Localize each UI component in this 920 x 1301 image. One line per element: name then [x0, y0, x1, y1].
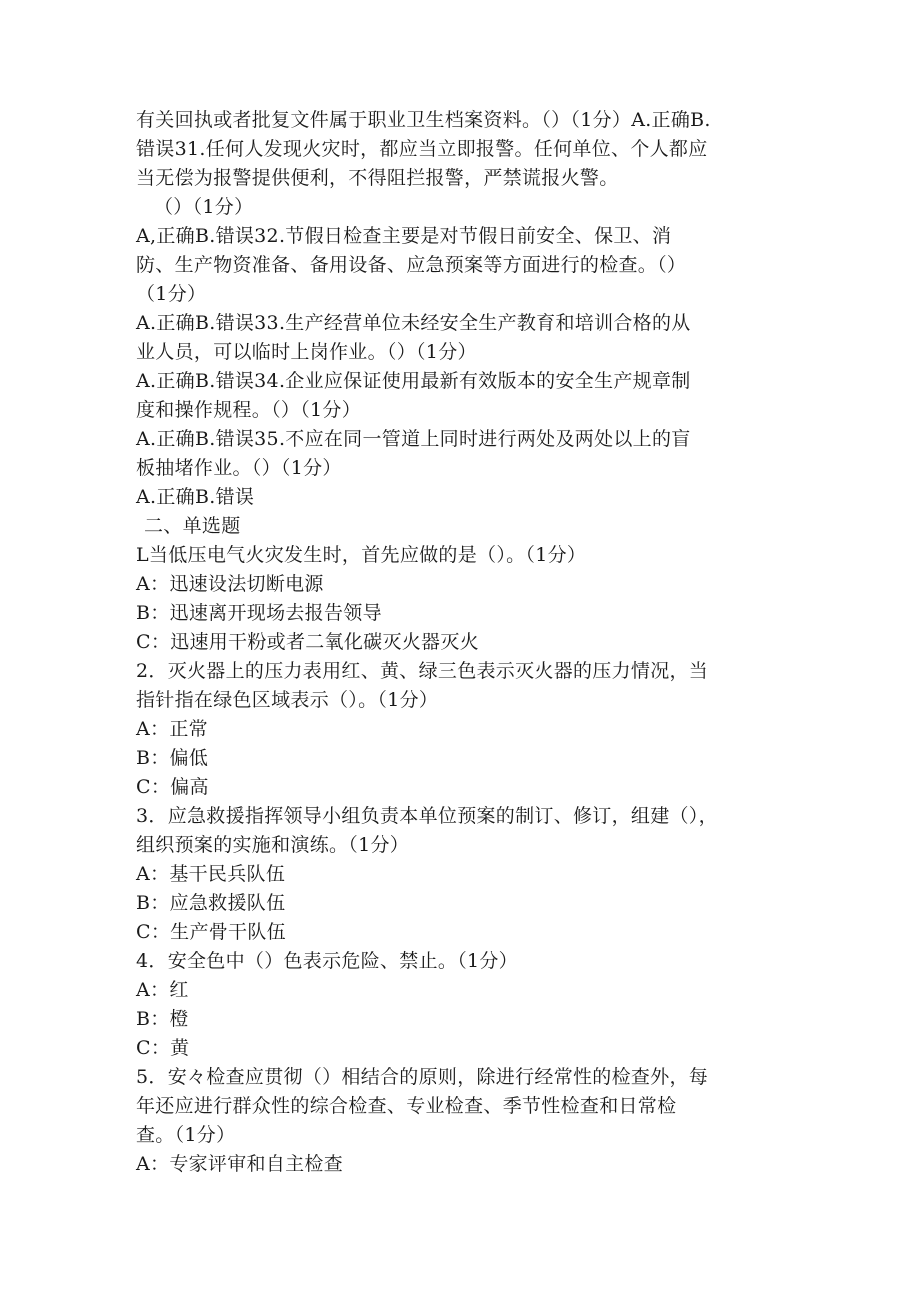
text-line: 防、生产物资准备、备用设备、应急预案等方面进行的检查。（）	[136, 254, 687, 276]
question-line: 4．安全色中（）色表示危险、禁止。（1分）	[136, 950, 518, 972]
question-line: 5．安々检查应贯彻（）相结合的原则，除进行经常性的检查外，每	[136, 1066, 709, 1088]
option-line: A：专家评审和自主检查	[136, 1153, 344, 1175]
option-line: B：迅速离开现场去报告领导	[136, 602, 382, 624]
text-line: 度和操作规程。（）（1分）	[136, 399, 361, 421]
option-line: B：应急救援队伍	[136, 892, 286, 914]
option-line: A：红	[136, 979, 189, 1001]
question-line: 2．灭火器上的压力表用红、黄、绿三色表示灭火器的压力情况，当	[136, 660, 709, 682]
text-line: 错误31.任何人发现火灾时，都应当立即报警。任何单位、个人都应	[136, 138, 708, 160]
section-heading: 二、单选题	[144, 515, 241, 537]
text-line: A.正确B.错误	[136, 486, 255, 508]
text-line: （）（1分）	[154, 196, 254, 218]
question-line: 3．应急救援指挥领导小组负责本单位预案的制订、修订，组建（），	[136, 805, 718, 827]
option-line: A：基干民兵队伍	[136, 863, 286, 885]
question-line: 年还应进行群众性的综合检查、专业检查、季节性检查和日常检	[136, 1095, 677, 1117]
option-line: C：迅速用干粉或者二氧化碳灭火器灭火	[136, 631, 479, 653]
text-line: （1分）	[136, 283, 207, 305]
option-line: B：橙	[136, 1008, 189, 1030]
text-line: A.正确B.错误35.不应在同一管道上同时进行两处及两处以上的盲	[136, 428, 691, 450]
question-line: 组织预案的实施和演练。（1分）	[136, 834, 410, 856]
option-line: C：偏高	[136, 776, 209, 798]
question-line: 指针指在绿色区域表示（）。（1分）	[136, 689, 439, 711]
text-line: A.正确B.错误33.生产经营单位未经安全生产教育和培训合格的从	[136, 312, 691, 334]
document-body	[136, 106, 796, 1179]
option-line: C：黄	[136, 1037, 190, 1059]
option-line: A：迅速设法切断电源	[136, 573, 324, 595]
text-line: 当无偿为报警提供便利，不得阻拦报警，严禁谎报火警。	[136, 167, 619, 189]
text-line: A.正确B.错误34.企业应保证使用最新有效版本的安全生产规章制	[136, 370, 691, 392]
question-line: L当低压电气火灾发生时，首先应做的是（）。（1分）	[136, 544, 587, 566]
text-line: 业人员，可以临时上岗作业。（）（1分）	[136, 341, 477, 363]
option-line: A：正常	[136, 718, 208, 740]
question-line: 查。（1分）	[136, 1124, 236, 1146]
text-line: 板抽堵作业。（）（1分）	[136, 457, 342, 479]
text-line: 有关回执或者批复文件属于职业卫生档案资料。（）（1分）A.正确B.	[136, 109, 711, 131]
option-line: B：偏低	[136, 747, 209, 769]
option-line: C：生产骨干队伍	[136, 921, 286, 943]
text-line: A,正确B.错误32.节假日检查主要是对节假日前安全、保卫、消	[136, 225, 672, 247]
